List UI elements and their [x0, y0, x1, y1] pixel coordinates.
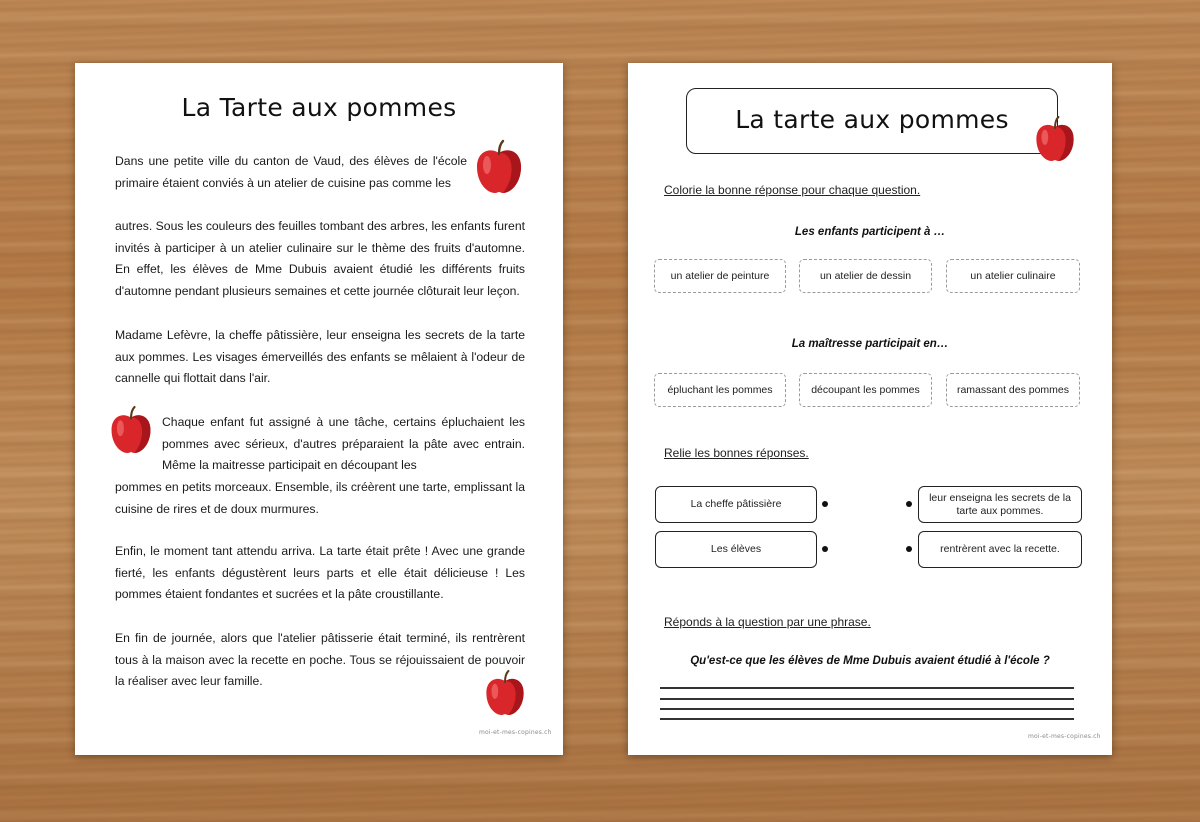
footer-watermark: moi-et-mes-copines.ch — [1028, 733, 1101, 740]
title-frame — [686, 88, 1058, 154]
reading-page — [75, 63, 563, 755]
apple-icon — [483, 669, 527, 717]
answer-choice[interactable]: épluchant les pommes — [654, 373, 786, 407]
match-dot[interactable] — [906, 501, 912, 507]
match-right-item[interactable]: rentrèrent avec la recette. — [918, 531, 1082, 568]
answer-line[interactable] — [660, 687, 1074, 689]
match-dot[interactable] — [822, 546, 828, 552]
instruction-color: Colorie la bonne réponse pour chaque question. — [664, 183, 921, 197]
match-left-item[interactable]: La cheffe pâtissière — [655, 486, 817, 523]
instruction-match: Relie les bonnes réponses. — [664, 446, 809, 460]
story-paragraph-4: Enfin, le moment tant attendu arriva. La tarte était prête ! Avec une grande fierté, les enfants dégustèrent leurs parts et elle était délicieuse ! Les pommes étaient fondantes et sucrées et la pâte croustillante. — [115, 544, 525, 602]
match-dot[interactable] — [822, 501, 828, 507]
apple-icon — [473, 139, 525, 195]
match-left-item[interactable]: Les élèves — [655, 531, 817, 568]
answer-choice[interactable]: découpant les pommes — [799, 373, 932, 407]
exercise-page — [628, 63, 1112, 755]
page-title: La Tarte aux pommes — [181, 93, 457, 122]
instruction-sentence: Réponds à la question par une phrase. — [664, 615, 871, 629]
match-dot[interactable] — [906, 546, 912, 552]
answer-choice[interactable]: un atelier culinaire — [946, 259, 1080, 293]
answer-line[interactable] — [660, 708, 1074, 710]
answer-line[interactable] — [660, 718, 1074, 720]
answer-choice[interactable]: ramassant des pommes — [946, 373, 1080, 407]
match-right-item[interactable]: leur enseigna les secrets de la tarte aux pommes. — [918, 486, 1082, 523]
question-2: La maîtresse participait en… — [791, 338, 949, 350]
question-1: Les enfants participent à … — [794, 226, 946, 238]
apple-icon — [108, 405, 154, 455]
story-paragraph-3: Chaque enfant fut assigné à une tâche, certains épluchaient les pommes avec sérieux, d'autres préparaient la pâte avec entrain. Même la maitresse participait en découpant les — [162, 415, 525, 473]
answer-choice[interactable]: un atelier de peinture — [654, 259, 786, 293]
story-paragraph-3-continued: pommes en petits morceaux. Ensemble, ils créèrent une tarte, emplissant la cuisine de rires et de doux murmures. — [115, 480, 525, 516]
apple-icon — [1033, 115, 1077, 163]
story-paragraph-2: Madame Lefèvre, la cheffe pâtissière, leur enseigna les secrets de la tarte aux pommes. Les visages émerveillés des enfants se mêlaient à l'odeur de cannelle qui flottait dans l'air. — [115, 328, 525, 386]
question-3: Qu'est-ce que les élèves de Mme Dubuis avaient étudié à l'école ? — [690, 655, 1050, 667]
page-title: La tarte aux pommes — [735, 105, 1009, 134]
answer-choice[interactable]: un atelier de dessin — [799, 259, 932, 293]
footer-watermark: moi-et-mes-copines.ch — [479, 729, 552, 736]
answer-line[interactable] — [660, 698, 1074, 700]
story-paragraph-1-continued: autres. Sous les couleurs des feuilles tombant des arbres, les enfants furent invités à participer à un atelier culinaire sur le thème des fruits d'automne. En effet, les élèves de Mme Dubuis avaient étudié les différents fruits d'automne pendant plusieurs semaines et cette journée clôturait leur leçon. — [115, 219, 525, 298]
story-paragraph-1: Dans une petite ville du canton de Vaud, des élèves de l'école primaire étaient conviés à un atelier de cuisine pas comme les — [115, 154, 467, 190]
story-paragraph-5: En fin de journée, alors que l'atelier pâtisserie était terminé, ils rentrèrent tous à la maison avec la recette en poche. Tous se réjouissaient de pouvoir la réaliser avec leur famille. — [115, 631, 525, 689]
